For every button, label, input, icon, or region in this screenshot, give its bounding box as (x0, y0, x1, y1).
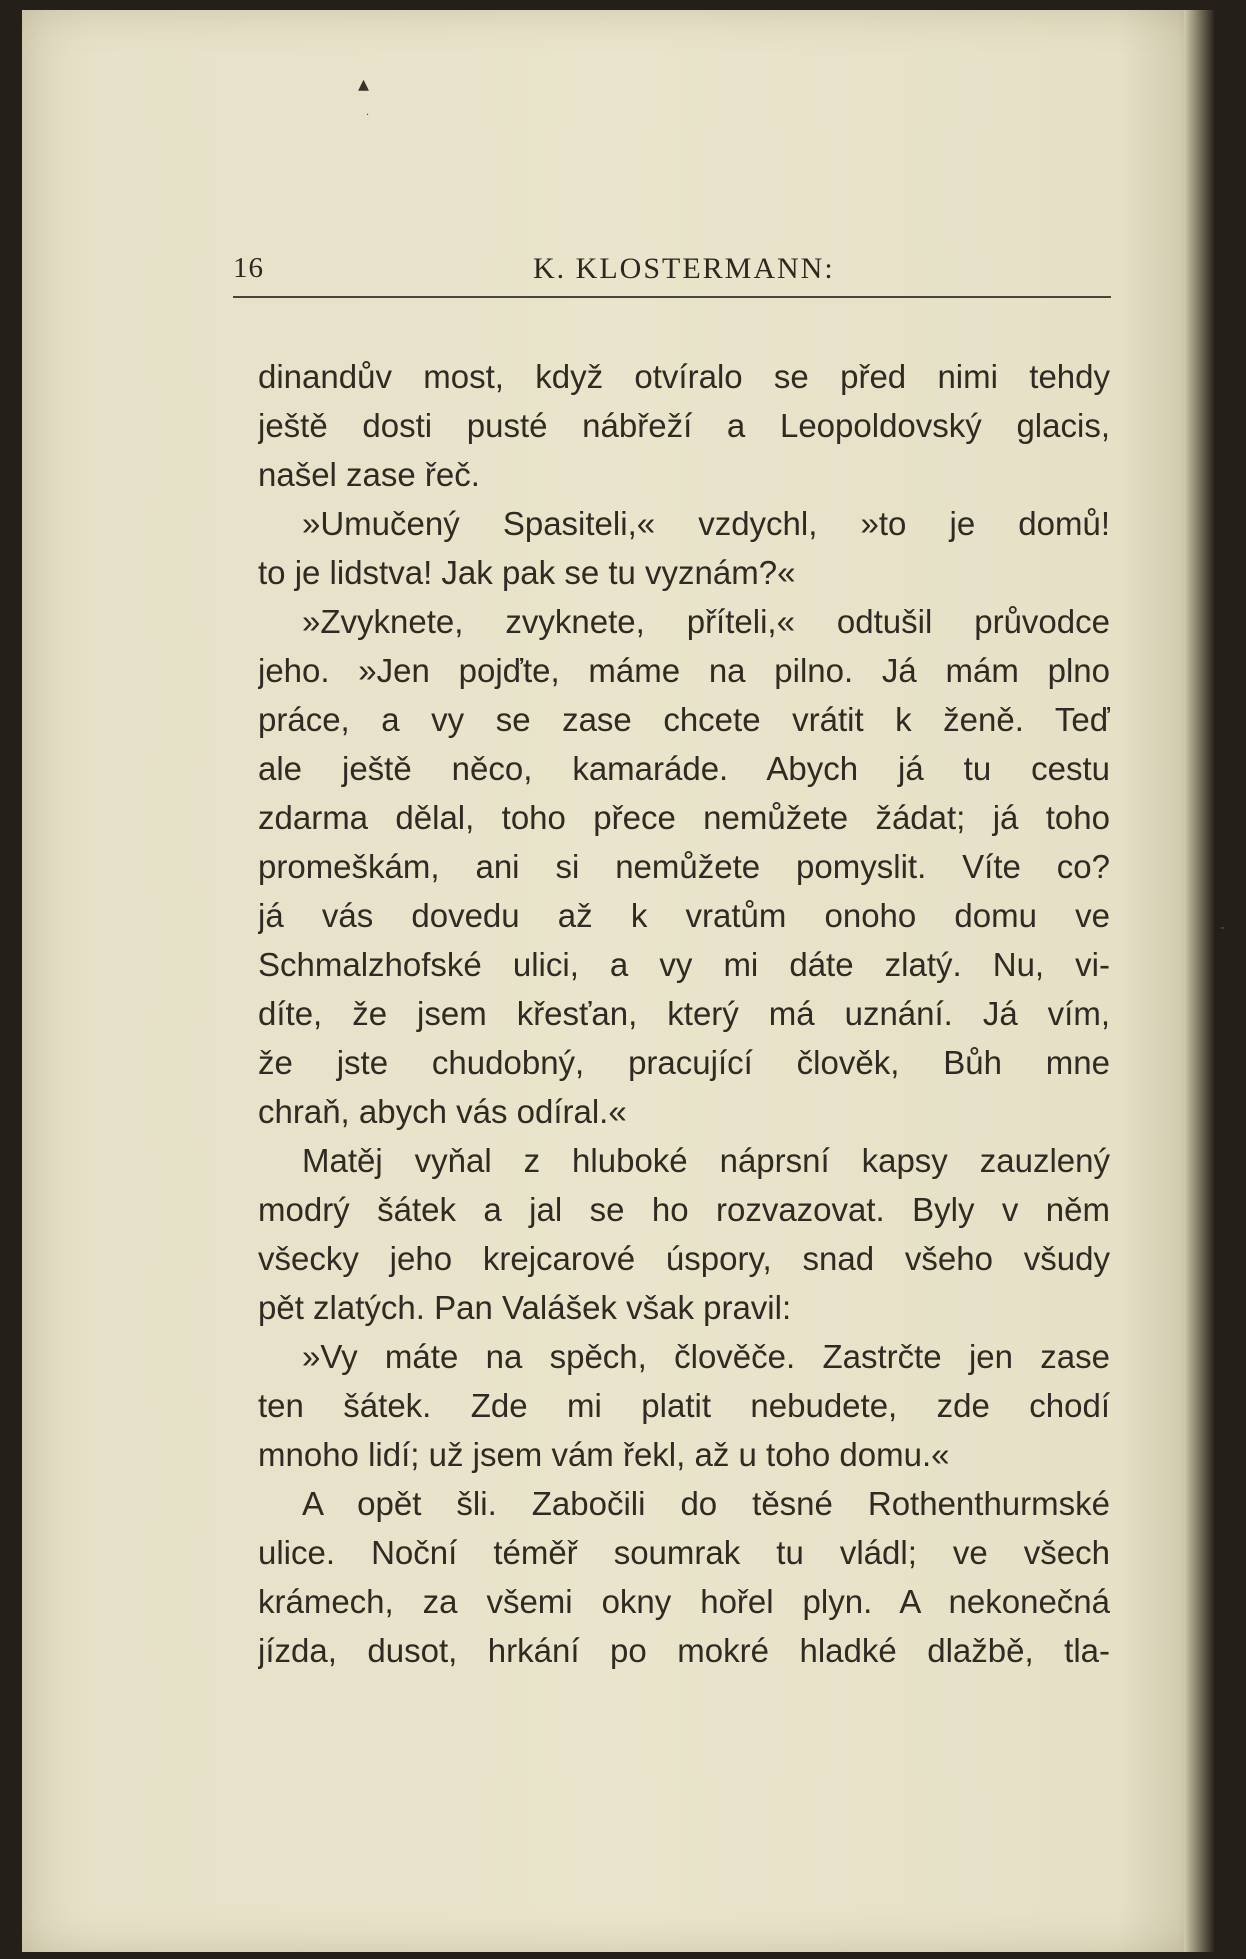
ink-speck: - (1220, 920, 1226, 936)
text-line: všecky jeho krejcarové úspory, snad všeho všudy (258, 1240, 1110, 1277)
text-line: modrý šátek a jal se ho rozvazovat. Byly v něm (258, 1191, 1110, 1228)
text-line: Schmalzhofské ulici, a vy mi dáte zlatý. Nu, vi- (258, 946, 1110, 983)
text-line: že jste chudobný, pracující člověk, Bůh mne (258, 1044, 1110, 1081)
text-line: krámech, za všemi okny hořel plyn. A nekonečná (258, 1583, 1110, 1620)
text-line: ale ještě něco, kamaráde. Abych já tu cestu (258, 750, 1110, 787)
text-line: »Umučený Spasiteli,« vzdychl, »to je domů! (302, 505, 1110, 542)
text-line: jeho. »Jen pojďte, máme na pilno. Já mám plno (258, 652, 1110, 689)
text-line: dinandův most, když otvíralo se před nimi tehdy (258, 358, 1110, 395)
ink-speck: ▴ (358, 72, 370, 97)
page-header (233, 252, 1111, 298)
text-line: já vás dovedu až k vratům onoho domu ve (258, 897, 1110, 934)
text-line: »Vy máte na spěch, člověče. Zastrčte jen zase (302, 1338, 1110, 1375)
text-line: jízda, dusot, hrkání po mokré hladké dlažbě, tla- (258, 1632, 1110, 1669)
text-line: A opět šli. Zabočili do těsné Rothenthurmské (302, 1485, 1110, 1522)
text-line: to je lidstva! Jak pak se tu vyznám?« (258, 554, 796, 591)
text-line: díte, že jsem křesťan, který má uznání. Já vím, (258, 995, 1110, 1032)
text-line: ulice. Noční téměř soumrak tu vládl; ve všech (258, 1534, 1110, 1571)
text-line: Matěj vyňal z hluboké náprsní kapsy zauzlený (302, 1142, 1110, 1179)
text-line: práce, a vy se zase chcete vrátit k ženě. Teď (258, 701, 1110, 738)
text-line: zdarma dělal, toho přece nemůžete žádat; já toho (258, 799, 1110, 836)
text-line: ještě dosti pusté nábřeží a Leopoldovský glacis, (258, 407, 1110, 444)
ink-speck: · (366, 110, 370, 121)
text-line: promeškám, ani si nemůžete pomyslit. Víte co? (258, 848, 1110, 885)
text-line: ten šátek. Zde mi platit nebudete, zde chodí (258, 1387, 1110, 1424)
body-text (258, 352, 1110, 1675)
page-spine-shadow (1184, 10, 1214, 1952)
text-line: pět zlatých. Pan Valášek však pravil: (258, 1289, 792, 1326)
text-line: chraň, abych vás odíral.« (258, 1093, 627, 1130)
page-number: 16 (233, 252, 264, 284)
running-head: K. KLOSTERMANN: (533, 252, 835, 285)
text-line: mnoho lidí; už jsem vám řekl, až u toho domu.« (258, 1436, 950, 1473)
header-rule (233, 296, 1111, 298)
text-line: »Zvyknete, zvyknete, příteli,« odtušil průvodce (302, 603, 1110, 640)
text-line: našel zase řeč. (258, 456, 480, 493)
